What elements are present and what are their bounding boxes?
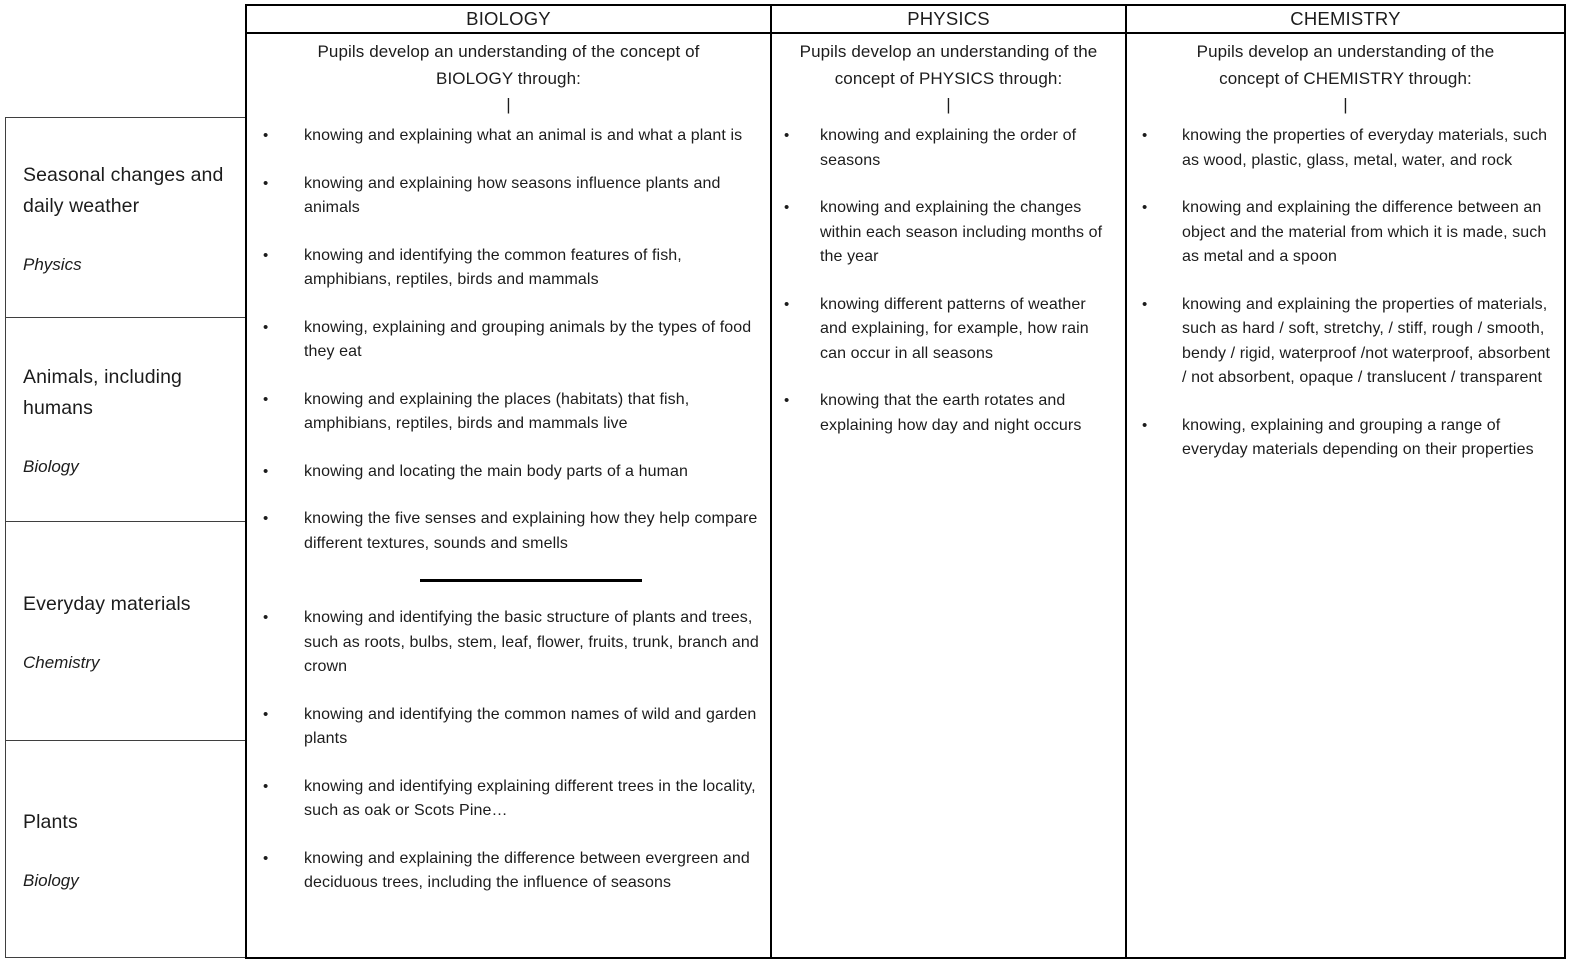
bullet-item <box>247 388 762 437</box>
bullet-item <box>247 124 762 149</box>
chemistry-column-body <box>1127 34 1564 957</box>
bullet-item <box>1127 124 1556 173</box>
bullet-list <box>1127 124 1564 463</box>
bullet-item <box>772 196 1117 270</box>
topic-discipline: Biology <box>23 870 79 890</box>
bullet-item <box>1127 196 1556 270</box>
bullet-dot-icon: • <box>263 705 269 723</box>
bullet-text: knowing different patterns of weather and explaining, for example, how rain can occur in all seasons <box>820 295 1089 362</box>
bullet-item <box>772 389 1117 438</box>
bullet-dot-icon: • <box>1142 199 1148 216</box>
bullet-item <box>247 460 762 485</box>
bullet-dot-icon: • <box>1142 416 1148 434</box>
bullet-text: knowing and explaining the order of seasons <box>820 127 1077 169</box>
bullet-dot-icon: • <box>784 295 790 313</box>
bullet-dot-icon: • <box>784 392 790 409</box>
bullet-dot-icon: • <box>263 390 269 408</box>
bullet-item <box>247 775 762 824</box>
topic-row-seasonal-changes <box>6 118 246 318</box>
bullet-text: knowing and explaining the difference between evergreen and deciduous trees, including the influence of seasons <box>304 849 750 891</box>
topic-discipline: Chemistry <box>23 652 100 672</box>
topic-title: Seasonal changes and daily weather <box>23 163 224 217</box>
bullet-item <box>247 316 762 365</box>
bullet-dot-icon: • <box>263 849 269 867</box>
bullet-text: knowing and identifying the common names of wild and garden plants <box>304 705 757 747</box>
intro-text: Pupils develop an understanding of the concept of PHYSICS through: <box>799 42 1098 88</box>
bullet-item <box>247 244 762 293</box>
topic-title: Animals, including humans <box>23 365 182 419</box>
bullet-item <box>247 606 762 680</box>
column-header-biology: BIOLOGY <box>247 6 772 34</box>
topics-table <box>5 117 247 958</box>
bullet-text: knowing and explaining the properties of materials, such as hard / soft, stretchy, / stiff, rough / smooth, bendy / rigid, waterproof /not waterproof, absorbent / not absorbent, opaque / translucent / transparent <box>1182 295 1551 386</box>
section-divider <box>420 579 642 582</box>
topic-row-animals <box>6 318 246 522</box>
bullet-item <box>247 507 762 556</box>
bullet-item <box>772 293 1117 367</box>
bullet-text: knowing and explaining how seasons influence plants and animals <box>304 174 721 216</box>
bullet-text: knowing the properties of everyday materials, such as wood, plastic, glass, metal, water, and rock <box>1182 127 1548 169</box>
bullet-dot-icon: • <box>784 127 790 144</box>
bullet-dot-icon: • <box>784 199 790 216</box>
bullet-item <box>247 703 762 752</box>
bullet-text: knowing and explaining the changes within each season including months of the year <box>820 199 1103 265</box>
bullet-text: knowing, explaining and grouping a range of everyday materials depending on their properties <box>1182 416 1534 458</box>
topic-discipline: Biology <box>23 456 79 476</box>
topic-row-everyday-materials <box>6 522 246 741</box>
bullet-text: knowing the five senses and explaining how they help compare different textures, sounds and smells <box>304 510 758 552</box>
topic-title: Everyday materials <box>23 592 191 615</box>
bullet-dot-icon: • <box>1142 295 1148 313</box>
bullet-list <box>247 124 770 556</box>
bullet-dot-icon: • <box>263 127 269 144</box>
physics-column-body <box>772 34 1127 957</box>
topic-discipline: Physics <box>23 254 82 274</box>
topic-title: Plants <box>23 810 78 833</box>
bullet-list <box>247 606 770 896</box>
bullet-dot-icon: • <box>1142 127 1148 144</box>
bullet-dot-icon: • <box>263 246 269 264</box>
bullet-text: knowing and identifying explaining different trees in the locality, such as oak or Scots Pine… <box>304 777 756 819</box>
bullet-text: knowing and explaining what an animal is and what a plant is <box>304 127 743 144</box>
bullet-text: knowing and identifying the basic structure of plants and trees, such as roots, bulbs, stem, leaf, flower, fruits, trunk, branch and crown <box>304 609 759 675</box>
bullet-text: knowing, explaining and grouping animals by the types of food they eat <box>304 318 752 360</box>
bullet-dot-icon: • <box>263 462 269 480</box>
bullet-dot-icon: • <box>263 510 269 527</box>
bullet-dot-icon: • <box>263 609 269 626</box>
cursor-mark: | <box>506 95 511 114</box>
bullet-item <box>247 847 762 896</box>
curriculum-table <box>245 4 1566 959</box>
bullet-text: knowing and identifying the common features of fish, amphibians, reptiles, birds and mammals <box>304 246 682 288</box>
intro-text: Pupils develop an understanding of the concept of CHEMISTRY through: <box>1196 42 1495 88</box>
column-header-physics: PHYSICS <box>772 6 1127 34</box>
bullet-text: knowing that the earth rotates and explaining how day and night occurs <box>820 392 1082 434</box>
topic-row-plants <box>6 741 246 957</box>
bullet-item <box>247 172 762 221</box>
bullet-text: knowing and locating the main body parts of a human <box>304 462 689 480</box>
bullet-text: knowing and explaining the difference between an object and the material from which it is made, such as metal and a spoon <box>1182 199 1547 265</box>
cursor-mark: | <box>1343 95 1348 114</box>
bullet-item <box>772 124 1117 173</box>
bullet-dot-icon: • <box>263 777 269 795</box>
column-header-chemistry: CHEMISTRY <box>1127 6 1564 34</box>
bullet-dot-icon: • <box>263 174 269 192</box>
bullet-list <box>772 124 1125 438</box>
bullet-item <box>1127 293 1556 391</box>
biology-column-body <box>247 34 772 957</box>
intro-text: Pupils develop an understanding of the concept of BIOLOGY through: <box>317 42 700 88</box>
cursor-mark: | <box>946 95 951 114</box>
bullet-text: knowing and explaining the places (habitats) that fish, amphibians, reptiles, birds and mammals live <box>304 390 690 432</box>
bullet-item <box>1127 414 1556 463</box>
bullet-dot-icon: • <box>263 318 269 336</box>
